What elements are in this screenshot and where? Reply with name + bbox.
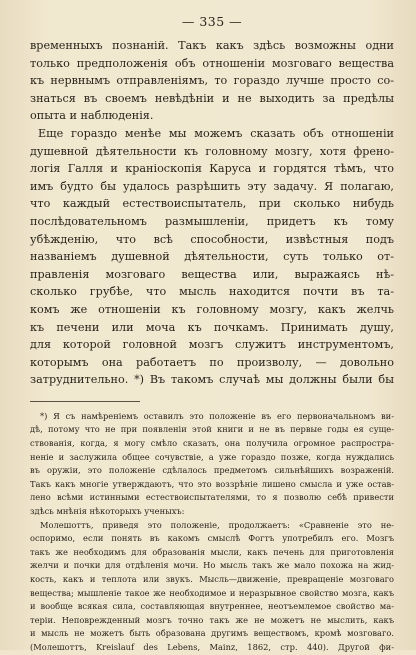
footnote-line: неніе и заслужила общее сочувствіе, а уже гораздо позже, когда нуждались (30, 451, 394, 462)
text-line: знаться въ своемъ невѣдѣніи и не выходить за предѣлы (30, 91, 394, 105)
footnote-line: ствованія, когда, я могу смѣло сказать, она получила огромное распростра- (30, 438, 394, 449)
footnote-line: Такъ какъ многіе утверждаютъ, что это воззрѣніе лишено смысла и уже остав- (30, 478, 394, 489)
footnote-line: (Молешоттъ, Kreislauf des Lebens, Mainz, 1862, стр. 440). Другой фи- (30, 641, 394, 652)
text-line: названіемъ душевной дѣятельности, суть только от- (30, 250, 394, 264)
text-line: душевной дѣятельности къ головному мозгу, хотя френо- (30, 144, 394, 158)
footnote-line: оспоримо, если понять въ какомъ смыслѣ Фогтъ употребилъ его. Мозгъ (30, 533, 394, 544)
main-text (30, 37, 394, 389)
footnote-divider (30, 401, 140, 402)
text-line: убѣжденію, что всѣ способности, извѣстныя подъ (30, 232, 394, 246)
text-line: сколько грубѣе, что мысль находится почти въ та- (30, 285, 394, 299)
footnote-line: лено всѣми истинными естествоиспытателями, то я позволю себѣ привести (30, 492, 394, 503)
text-line: комъ же отношеніи къ головному мозгу, какъ желчь (30, 302, 394, 316)
footnote-line: кость, какъ и теплота или звукъ. Мысль—движеніе, превращеніе мозговаго (30, 574, 394, 584)
text-line: опыта и наблюденія. (30, 109, 154, 123)
page-number: — 335 — (181, 14, 243, 29)
footnote-line: дѣ, потому что не при появленіи этой книги и не въ первые годы ея суще- (30, 424, 394, 435)
footnote-line: теріи. Неповрежденный мозгъ точно такъ же не можетъ не мыслить, какъ (30, 614, 394, 625)
text-line: логія Галля и краніоскопія Каруса и гордятся тѣмъ, что (30, 162, 394, 176)
text-line: послѣдовательномъ размышленіи, придетъ къ тому (30, 214, 394, 228)
footnote-line: *) Я съ намѣреніемъ оставилъ это положеніе въ его первоначальномъ ви- (40, 410, 394, 421)
text-line: что каждый естествоиспытатель, при сколько нибудь (30, 197, 394, 211)
footnote-line: Молешоттъ, приведя это положеніе, продолжаетъ: «Сравненіе это не- (40, 519, 394, 530)
footnote (30, 410, 394, 655)
footnote-line: и вообще всякая сила, составляющая внутреннее, неотъемлемое свойство ма- (30, 601, 394, 612)
footnote-line: вещества; мышленіе такое же необходимое и неразрывное свойство мозга, какъ (30, 587, 394, 598)
footnote-line: такъ же необходимъ для образованія мысли, какъ печень для приготовленія (30, 546, 394, 557)
footnote-line: здѣсь мнѣнія нѣкоторыхъ ученыхъ: (30, 506, 185, 517)
text-line: затруднительно. *) Въ такомъ случаѣ мы должны были бы (30, 373, 394, 387)
text-line: имъ будто бы удалось разрѣшить эту задачу. Я полагаю, (30, 179, 394, 193)
text-line: къ нервнымъ отправленіямъ, то гораздо лучше просто со- (30, 74, 394, 88)
text-line: къ печени или моча къ почкамъ. Принимать душу, (30, 320, 394, 334)
text-line: Еще гораздо менѣе мы можемъ сказать объ отношеніи (38, 126, 394, 140)
text-line: которымъ она работаетъ по произволу, — довольно (30, 355, 394, 369)
text-line: для которой головной мозгъ служитъ инструментомъ, (30, 338, 394, 352)
text-line: только предположенія объ отношеніи мозговаго вещества (30, 56, 394, 70)
text-line: временныхъ познаній. Такъ какъ здѣсь возможны одни (30, 39, 394, 52)
text-line: правленія мозговаго вещества или, выражаясь нѣ- (30, 267, 394, 281)
footnote-line: въ оружіи, это положеніе сдѣлалось предметомъ сильнѣйшихъ возраженій. (30, 465, 394, 476)
footnote-line: и мысль не можетъ быть образована другимъ веществомъ, кромѣ мозговаго. (30, 628, 394, 639)
footnote-line: желчи и почки для отдѣленія мочи. Но мысль такъ же мало похожа на жид- (30, 560, 394, 571)
